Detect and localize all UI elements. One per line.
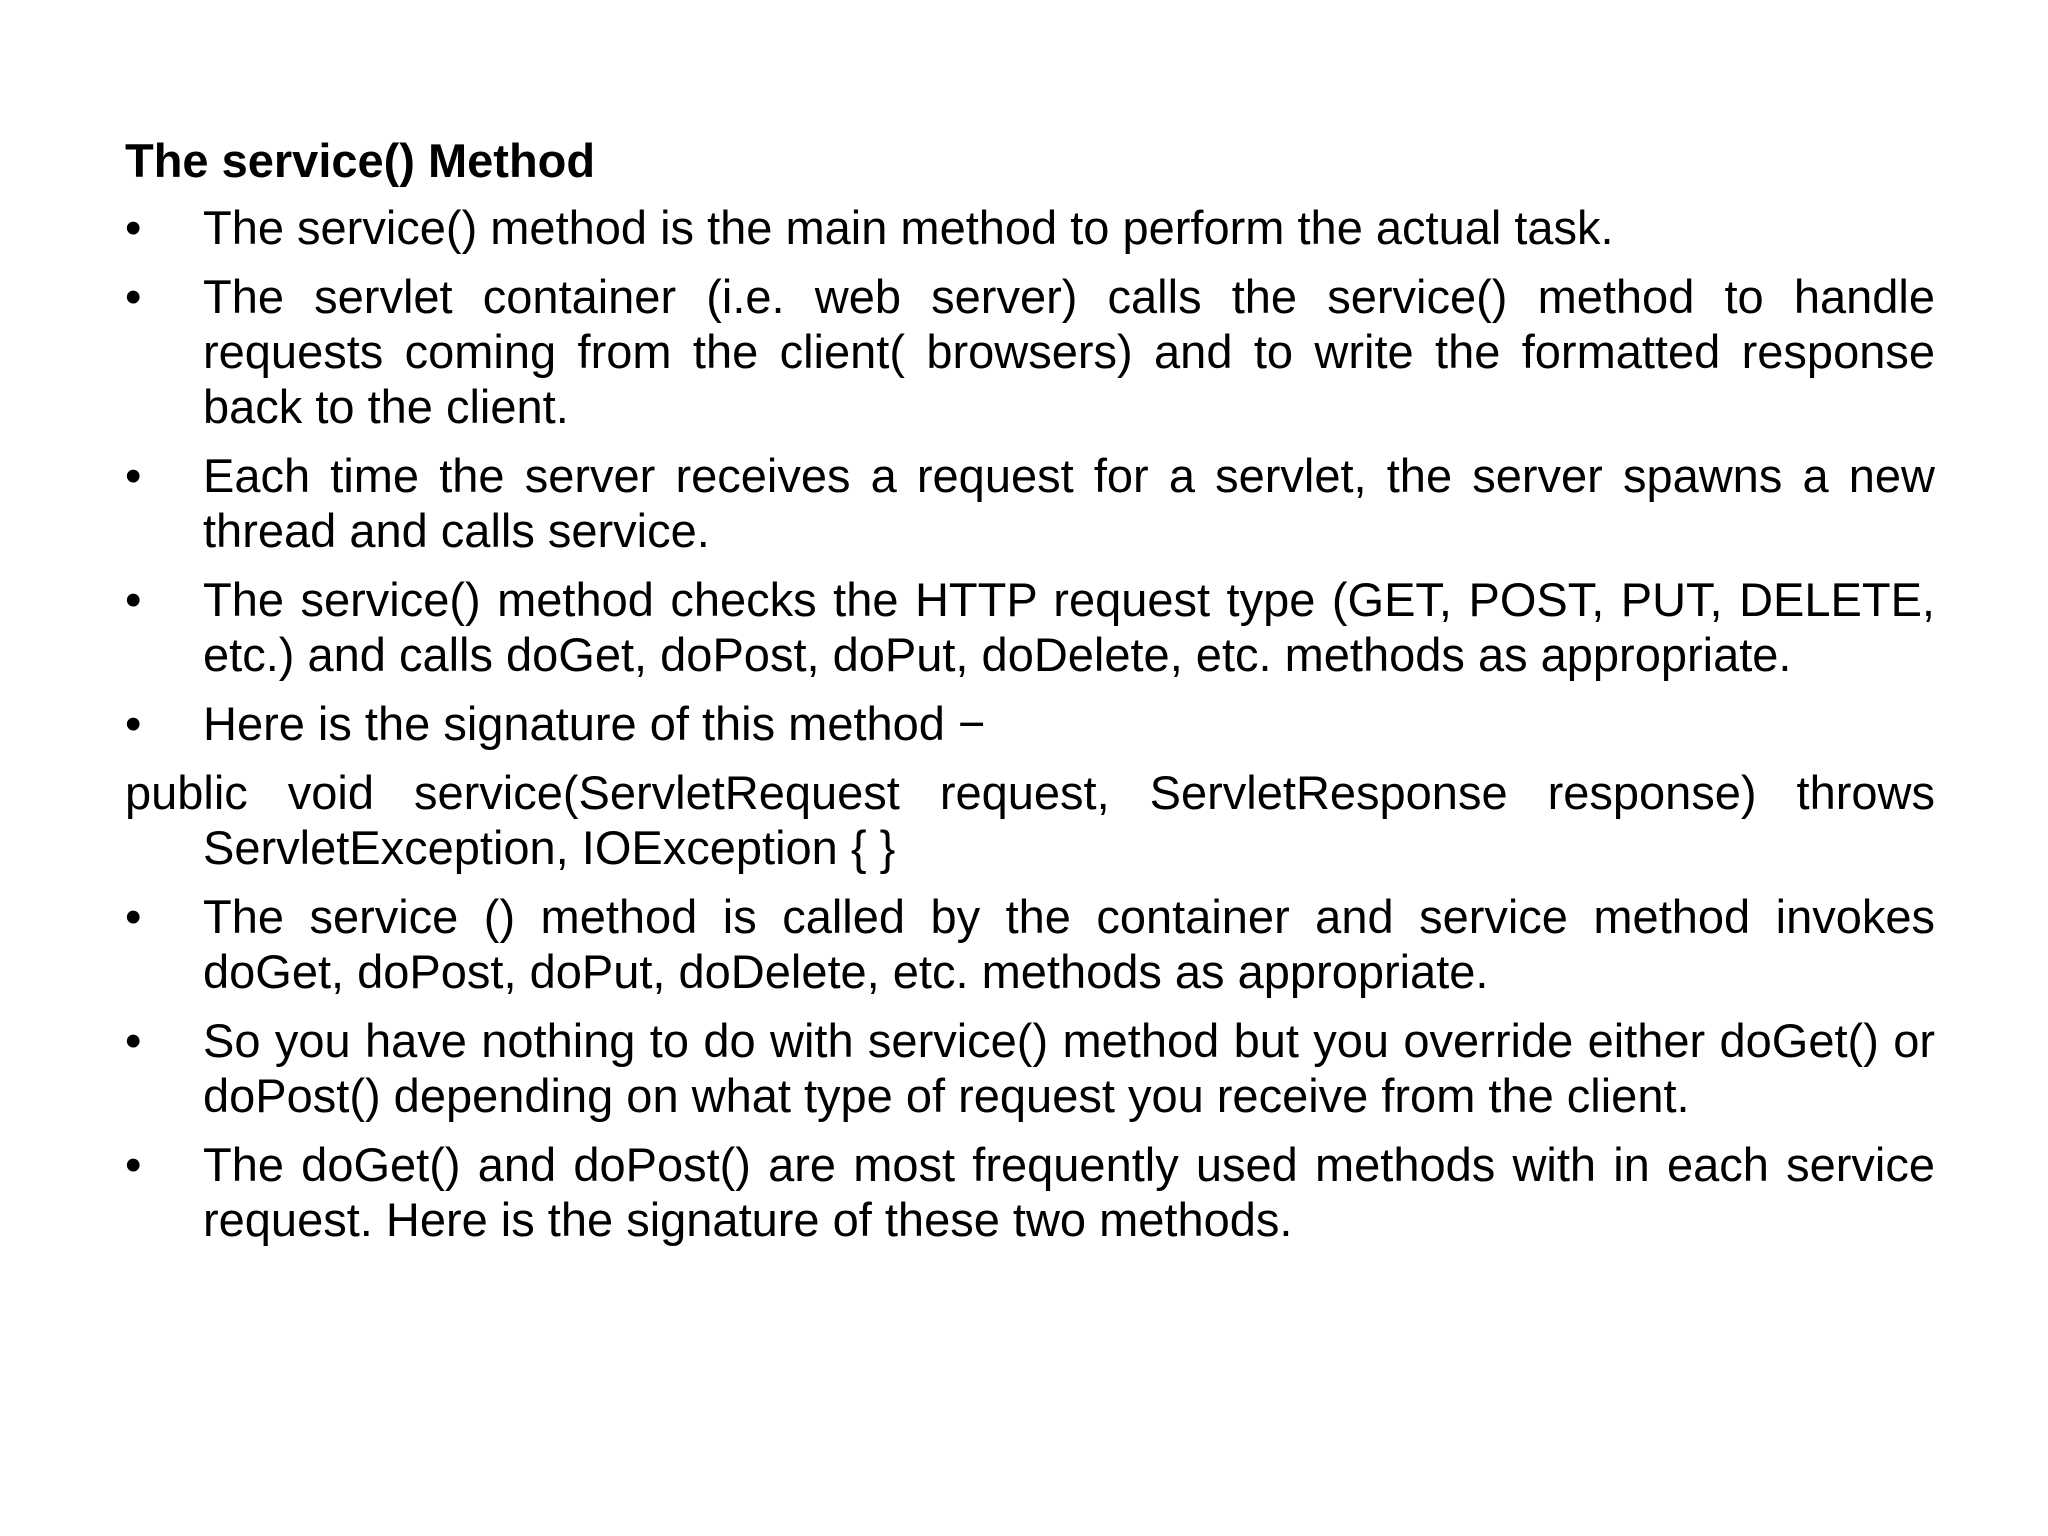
bullet-icon: • bbox=[125, 890, 142, 943]
bullet-item bbox=[125, 1137, 1935, 1247]
bullet-item bbox=[125, 448, 1935, 558]
bullet-text: The servlet container (i.e. web server) calls the service() method to handle requests coming from the client( browsers) and to write the formatted response back to the client. bbox=[203, 270, 1935, 433]
slide-content bbox=[125, 133, 1935, 1261]
bullet-text: The service () method is called by the container and service method invokes doGet, doPost, doPut, doDelete, etc. methods as appropriate. bbox=[203, 890, 1935, 998]
bullet-text: So you have nothing to do with service() method but you override either doGet() or doPost() depending on what type of request you receive from the client. bbox=[203, 1014, 1935, 1122]
bullet-item bbox=[125, 696, 1935, 751]
bullet-item bbox=[125, 1013, 1935, 1123]
bullet-icon: • bbox=[125, 201, 142, 254]
bullet-icon: • bbox=[125, 270, 142, 323]
bullet-text: The service() method is the main method to perform the actual task. bbox=[203, 201, 1614, 254]
bullet-text: Here is the signature of this method − bbox=[203, 697, 986, 750]
bullet-icon: • bbox=[125, 1138, 142, 1191]
bullet-icon: • bbox=[125, 697, 142, 750]
bullet-icon: • bbox=[125, 449, 142, 502]
bullet-text: The doGet() and doPost() are most frequently used methods with in each service request. Here is the signature of these two methods. bbox=[203, 1138, 1935, 1246]
bullet-item bbox=[125, 572, 1935, 682]
bullet-item bbox=[125, 269, 1935, 434]
bullet-icon: • bbox=[125, 1014, 142, 1067]
bullet-text: The service() method checks the HTTP request type (GET, POST, PUT, DELETE, etc.) and calls doGet, doPost, doPut, doDelete, etc. methods as appropriate. bbox=[203, 573, 1935, 681]
method-signature: public void service(ServletRequest request, ServletResponse response) throws ServletException, IOException { } bbox=[125, 766, 1935, 874]
slide-heading: The service() Method bbox=[125, 134, 596, 187]
bullet-icon: • bbox=[125, 573, 142, 626]
bullet-item bbox=[125, 200, 1935, 255]
bullet-text: Each time the server receives a request for a servlet, the server spawns a new thread and calls service. bbox=[203, 449, 1935, 557]
bullet-item bbox=[125, 889, 1935, 999]
